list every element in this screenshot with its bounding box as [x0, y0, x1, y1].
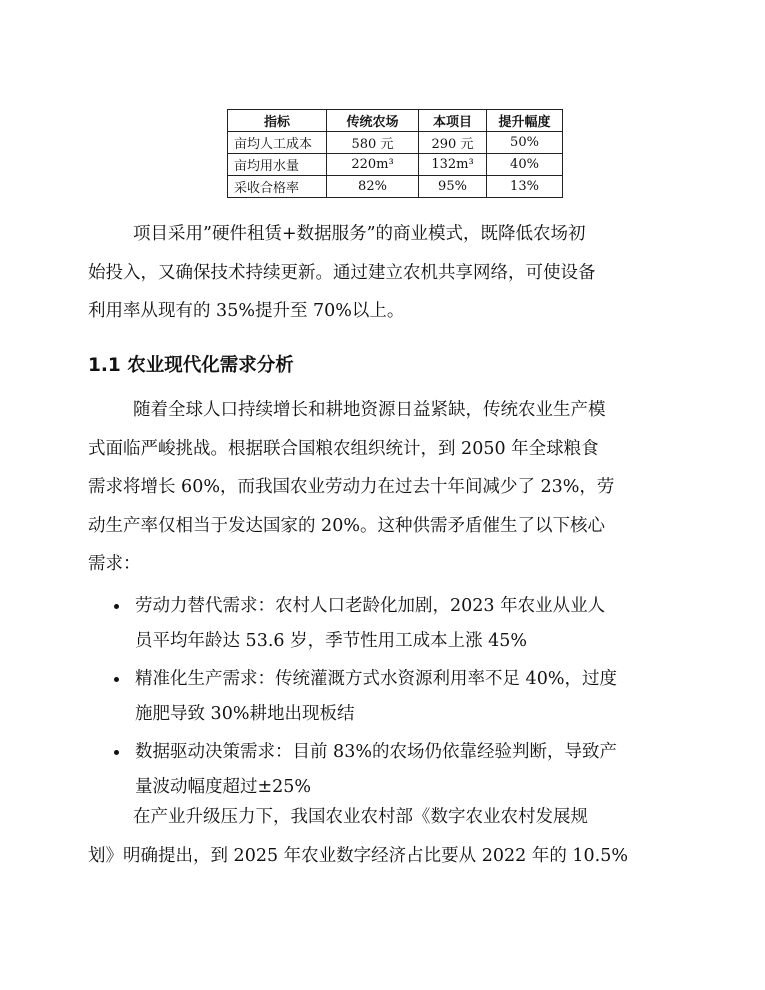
- paragraph-line: 动生产率仅相当于发达国家的 20%。这种供需矛盾催生了以下核心: [88, 515, 605, 536]
- comparison-table: [227, 109, 563, 198]
- list-item-line: 施肥导致 30%耕地出现板结: [135, 704, 355, 724]
- paragraph-line: 随着全球人口持续增长和耕地资源日益紧缺，传统农业生产模: [133, 400, 606, 420]
- header-this-project: 本项目: [419, 110, 487, 132]
- table-cell: 82%: [327, 176, 419, 198]
- list-item: [88, 662, 688, 732]
- header-metric: 指标: [228, 110, 327, 132]
- table-header-row: [228, 110, 563, 132]
- body-paragraph: [88, 391, 678, 584]
- table-cell: 13%: [487, 176, 563, 198]
- table-row: [228, 176, 563, 198]
- needs-list: [88, 589, 688, 808]
- table-cell: 亩均人工成本: [228, 132, 327, 154]
- paragraph-line: 始投入，又确保技术持续更新。通过建立农机共享网络，可使设备: [88, 262, 596, 283]
- bullet-dot-icon: [114, 604, 119, 609]
- table-cell: 40%: [487, 154, 563, 176]
- section-heading: 1.1 农业现代化需求分析: [88, 355, 294, 376]
- bullet-dot-icon: [114, 677, 119, 682]
- list-item-line: 员平均年龄达 53.6 岁，季节性用工成本上涨 45%: [135, 631, 528, 651]
- table-row: [228, 132, 563, 154]
- paragraph-line: 在产业升级压力下，我国农业农村部《数字农业农村发展规: [133, 807, 588, 827]
- list-item: [88, 735, 688, 805]
- intro-paragraph: [88, 215, 678, 331]
- paragraph-line: 需求将增长 60%，而我国农业劳动力在过去十年间减少了 23%，劳: [88, 477, 615, 497]
- table-cell: 采收合格率: [228, 176, 327, 198]
- header-traditional-farm: 传统农场: [327, 110, 419, 132]
- table-cell: 132m³: [419, 154, 487, 176]
- header-improvement: 提升幅度: [487, 110, 563, 132]
- table-cell: 50%: [487, 132, 563, 154]
- paragraph-line: 项目采用”硬件租赁+数据服务”的商业模式，既降低农场初: [133, 224, 586, 244]
- table-row: [228, 154, 563, 176]
- closing-paragraph: [88, 798, 678, 875]
- table-cell: 95%: [419, 176, 487, 198]
- table-cell: 580 元: [327, 132, 419, 154]
- list-item-line: 量波动幅度超过±25%: [135, 777, 312, 797]
- table-cell: 290 元: [419, 132, 487, 154]
- table-cell: 亩均用水量: [228, 154, 327, 176]
- paragraph-line: 划》明确提出，到 2025 年农业数字经济占比要从 2022 年的 10.5%: [88, 845, 628, 866]
- bullet-dot-icon: [114, 750, 119, 755]
- list-item-line: 劳动力替代需求：农村人口老龄化加剧，2023 年农业从业人: [135, 596, 606, 616]
- list-item-line: 精准化生产需求：传统灌溉方式水资源利用率不足 40%，过度: [135, 669, 617, 689]
- paragraph-line: 利用率从现有的 35%提升至 70%以上。: [88, 301, 405, 321]
- list-item: [88, 589, 688, 659]
- list-item-line: 数据驱动决策需求：目前 83%的农场仍依靠经验判断，导致产: [135, 742, 617, 762]
- table-cell: 220m³: [327, 154, 419, 176]
- paragraph-line: 式面临严峻挑战。根据联合国粮农组织统计，到 2050 年全球粮食: [88, 438, 599, 459]
- paragraph-line: 需求：: [88, 554, 141, 574]
